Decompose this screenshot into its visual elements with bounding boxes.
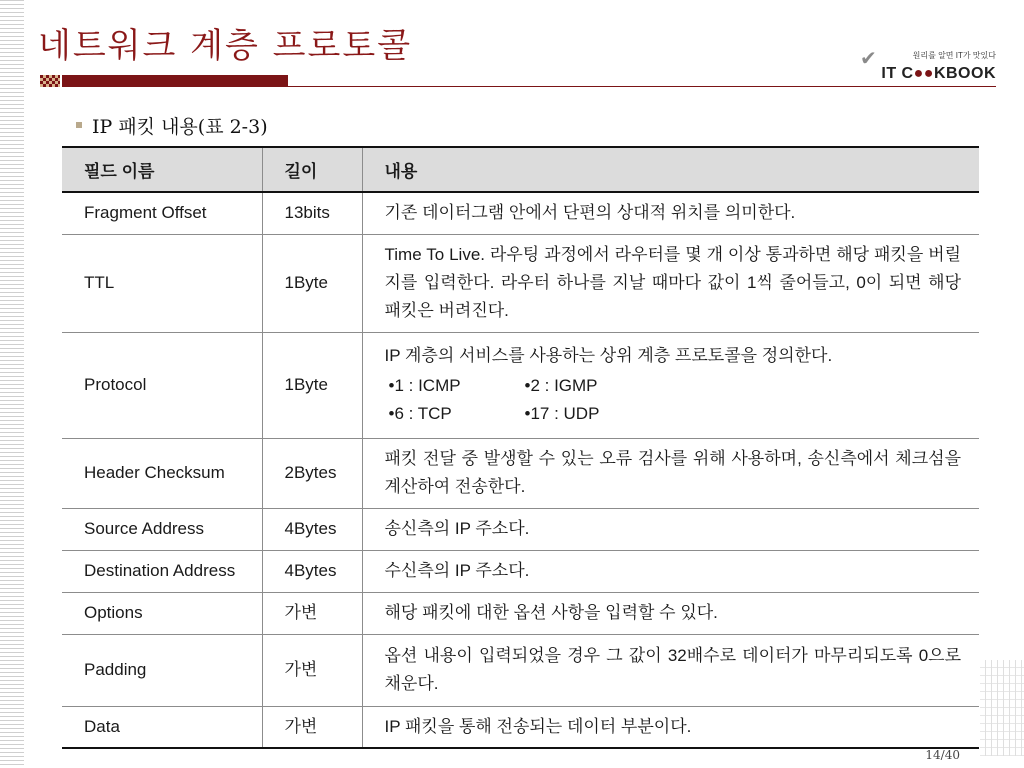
page-number: 14/40 bbox=[925, 748, 960, 762]
table-header-row bbox=[62, 147, 979, 192]
table-row bbox=[62, 508, 979, 550]
checkmark-icon: ✔ bbox=[860, 46, 877, 70]
length-cell: 가변 bbox=[262, 634, 362, 706]
logo-oo-icon: ●● bbox=[913, 65, 934, 82]
content-cell: Time To Live. 라우팅 과정에서 라우터를 몇 개 이상 통과하면 해당 패킷을 버릴 지를 입력한다. 라우터 하나를 지날 때마다 값이 1씩 줄어들고, 0이 되면 해당 패킷은 버려진다. bbox=[362, 234, 979, 332]
decorative-side-stripes bbox=[0, 0, 24, 768]
field-cell: Source Address bbox=[62, 508, 262, 550]
field-cell: Fragment Offset bbox=[62, 192, 262, 234]
content-cell: 패킷 전달 중 발생할 수 있는 오류 검사를 위해 사용하며, 송신측에서 체크섬을 계산하여 전송한다. bbox=[362, 438, 979, 508]
field-cell: Protocol bbox=[62, 332, 262, 438]
length-cell: 가변 bbox=[262, 592, 362, 634]
field-cell: Padding bbox=[62, 634, 262, 706]
field-cell: Header Checksum bbox=[62, 438, 262, 508]
protocol-option: •1 : ICMP bbox=[388, 376, 461, 395]
length-cell: 13bits bbox=[262, 192, 362, 234]
protocol-description: IP 계층의 서비스를 사용하는 상위 계층 프로토콜을 정의한다. bbox=[384, 346, 833, 365]
content-cell: 옵션 내용이 입력되었을 경우 그 값이 32배수로 데이터가 마무리되도록 0으로 채운다. bbox=[362, 634, 979, 706]
table-row bbox=[62, 550, 979, 592]
protocol-number-list bbox=[385, 372, 962, 428]
content-cell: 송신측의 IP 주소다. bbox=[362, 508, 979, 550]
field-cell: Destination Address bbox=[62, 550, 262, 592]
decorative-building-image bbox=[980, 660, 1024, 756]
table-row bbox=[62, 592, 979, 634]
field-cell: TTL bbox=[62, 234, 262, 332]
length-cell: 가변 bbox=[262, 706, 362, 748]
logo-brand-prefix: IT C bbox=[881, 65, 914, 82]
length-cell: 4Bytes bbox=[262, 508, 362, 550]
bullet-item bbox=[76, 112, 268, 139]
table-row bbox=[62, 634, 979, 706]
table-row bbox=[62, 234, 979, 332]
protocol-option: •6 : TCP bbox=[388, 404, 452, 423]
field-cell: Data bbox=[62, 706, 262, 748]
length-cell: 1Byte bbox=[262, 332, 362, 438]
bullet-text: IP 패킷 내용(표 2-3) bbox=[92, 116, 268, 138]
title-accent-bar bbox=[62, 75, 288, 87]
content-cell: 해당 패킷에 대한 옵션 사항을 입력할 수 있다. bbox=[362, 592, 979, 634]
column-header-field-name: 필드 이름 bbox=[62, 147, 262, 192]
content-cell bbox=[362, 332, 979, 438]
column-header-content: 내용 bbox=[362, 147, 979, 192]
table-row bbox=[62, 332, 979, 438]
logo-brand-suffix: KBOOK bbox=[933, 65, 996, 82]
logo-brand bbox=[856, 65, 996, 83]
table-row bbox=[62, 706, 979, 748]
length-cell: 4Bytes bbox=[262, 550, 362, 592]
column-header-length: 길이 bbox=[262, 147, 362, 192]
content-cell: 수신측의 IP 주소다. bbox=[362, 550, 979, 592]
protocol-option: •2 : IGMP bbox=[524, 376, 598, 395]
table-row bbox=[62, 192, 979, 234]
table-row bbox=[62, 438, 979, 508]
ip-packet-fields-table bbox=[62, 146, 979, 749]
title-rule-line bbox=[288, 86, 996, 87]
checker-ornament bbox=[40, 75, 60, 87]
logo-tagline: 원리를 알면 IT가 맛있다 bbox=[912, 51, 996, 60]
slide-title: 네트워크 계층 프로토콜 bbox=[38, 26, 413, 66]
field-cell: Options bbox=[62, 592, 262, 634]
it-cookbook-logo bbox=[856, 46, 996, 83]
protocol-option: •17 : UDP bbox=[524, 404, 600, 423]
square-bullet-icon bbox=[76, 122, 82, 128]
content-cell: 기존 데이터그램 안에서 단편의 상대적 위치를 의미한다. bbox=[362, 192, 979, 234]
length-cell: 2Bytes bbox=[262, 438, 362, 508]
content-cell: IP 패킷을 통해 전송되는 데이터 부분이다. bbox=[362, 706, 979, 748]
length-cell: 1Byte bbox=[262, 234, 362, 332]
